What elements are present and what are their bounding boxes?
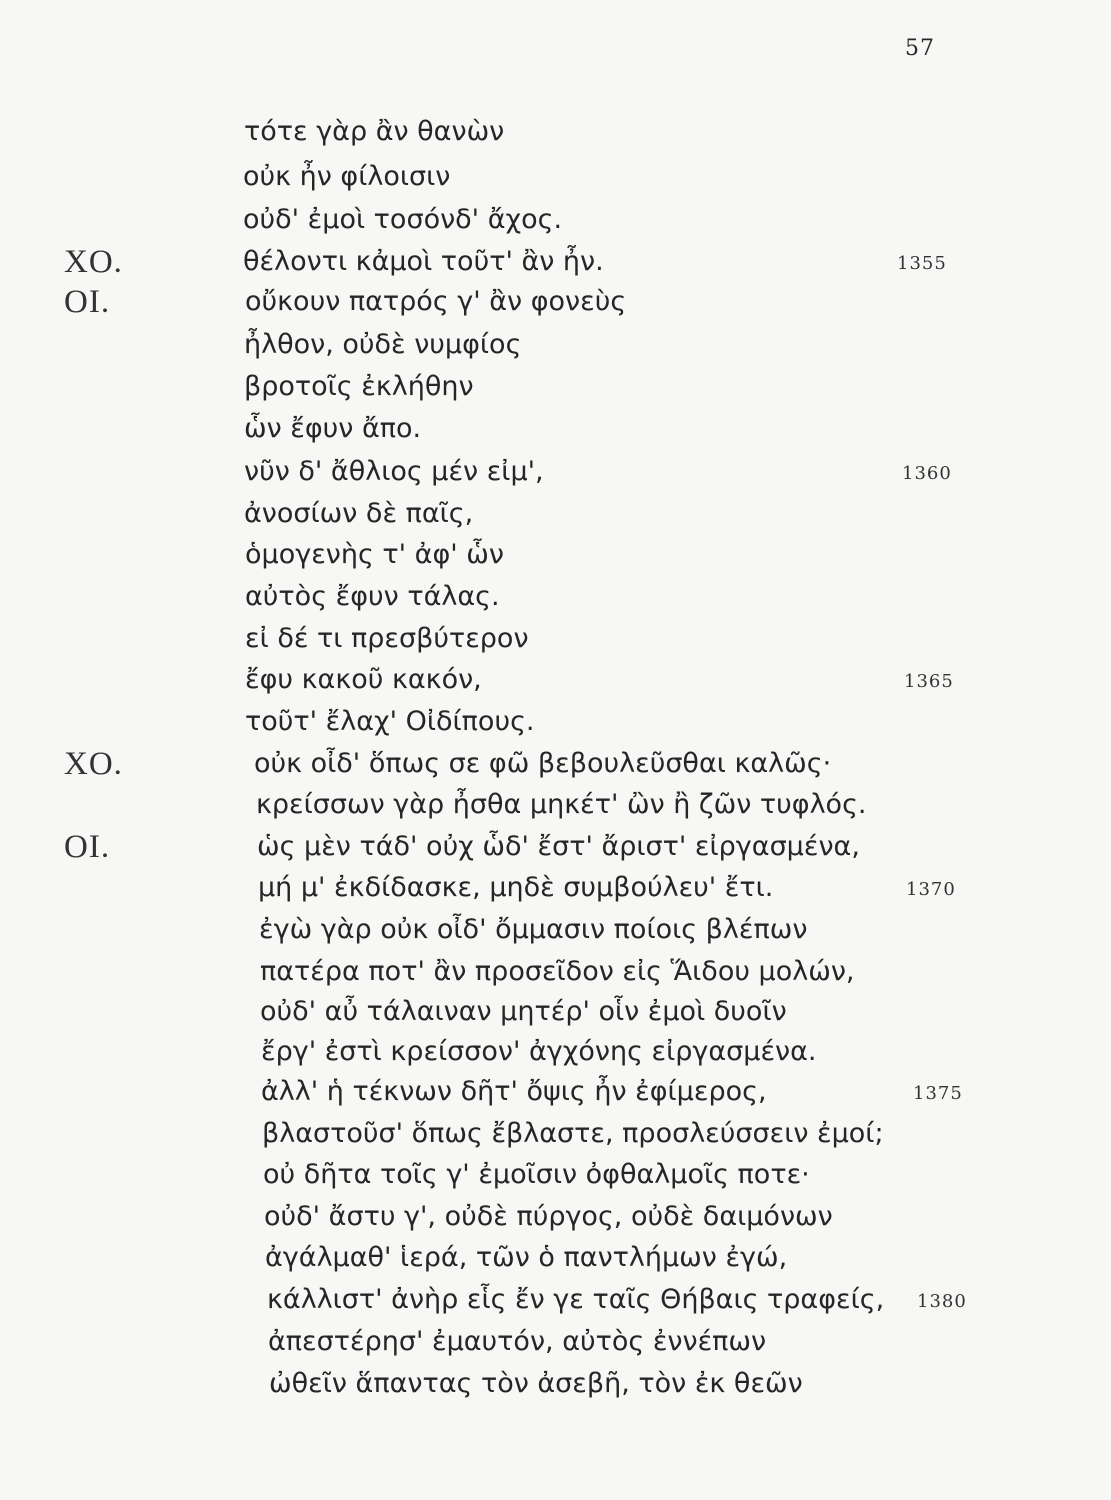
verse-line xyxy=(0,242,1111,282)
verse-text: κρείσσων γὰρ ἦσθα μηκέτ' ὢν ἢ ζῶν τυφλός. xyxy=(256,789,867,820)
verse-line xyxy=(0,409,1111,449)
verse-text: ὡς μὲν τάδ' οὐχ ὧδ' ἔστ' ἄριστ' εἰργασμένα, xyxy=(257,831,860,862)
verse-text: ὠθεῖν ἅπαντας τὸν ἀσεβῆ, τὸν ἐκ θεῶν xyxy=(269,1368,803,1399)
verse-line xyxy=(0,494,1111,534)
verse-text: οὐ δῆτα τοῖς γ' ἐμοῖσιν ὀφθαλμοῖς ποτε· xyxy=(263,1159,810,1190)
verse-text: ἦλθον, οὐδὲ νυμφίος xyxy=(244,329,522,360)
verse-line xyxy=(0,367,1111,407)
page-number: 57 xyxy=(905,36,935,61)
speaker-label: ΟΙ. xyxy=(64,284,111,320)
verse-text: ἀπεστέρησ' ἐμαυτόν, αὐτὸς ἐννέπων xyxy=(268,1326,767,1357)
verse-text: ὁμογενὴς τ' ἀφ' ὧν xyxy=(245,539,504,570)
verse-line xyxy=(0,702,1111,742)
verse-text: πατέρα ποτ' ἂν προσεῖδον εἰς Ἅιδου μολών, xyxy=(260,956,855,987)
verse-line xyxy=(0,660,1111,700)
verse-line xyxy=(0,282,1111,322)
verse-line xyxy=(0,535,1111,575)
line-number: 1360 xyxy=(902,463,952,484)
verse-line xyxy=(0,577,1111,617)
verse-text: τοῦτ' ἔλαχ' Οἰδίπους. xyxy=(245,706,535,737)
verse-line xyxy=(0,200,1111,240)
verse-text: μή μ' ἐκδίδασκε, μηδὲ συμβούλευ' ἔτι. xyxy=(258,872,774,903)
verse-text: ἔργ' ἐστὶ κρείσσον' ἀγχόνης εἰργασμένα. xyxy=(261,1036,817,1067)
verse-line xyxy=(0,1032,1111,1072)
verse-line xyxy=(0,1155,1111,1195)
verse-line xyxy=(0,1364,1111,1404)
verse-line xyxy=(0,1197,1111,1237)
verse-text: οὐδ' αὖ τάλαιναν μητέρ' οἷν ἐμοὶ δυοῖν xyxy=(260,996,787,1027)
verse-line xyxy=(0,1238,1111,1278)
verse-line xyxy=(0,325,1111,365)
verse-line xyxy=(0,868,1111,908)
verse-text: οὐδ' ἐμοὶ τοσόνδ' ἄχος. xyxy=(243,204,563,235)
verse-text: ἀλλ' ἡ τέκνων δῆτ' ὄψις ἦν ἐφίμερος, xyxy=(261,1076,767,1107)
verse-line xyxy=(0,952,1111,992)
verse-text: οὔκουν πατρός γ' ἂν φονεὺς xyxy=(245,286,627,317)
verse-text: οὐδ' ἄστυ γ', οὐδὲ πύργος, οὐδὲ δαιμόνων xyxy=(264,1201,833,1232)
verse-text: ἔφυ κακοῦ κακόν, xyxy=(245,664,482,695)
verse-text: οὐκ ἦν φίλοισιν xyxy=(243,161,451,192)
verse-text: οὐκ οἶδ' ὅπως σε φῶ βεβουλεῦσθαι καλῶς· xyxy=(254,748,832,779)
line-number: 1370 xyxy=(906,879,956,900)
verse-line xyxy=(0,157,1111,197)
verse-line xyxy=(0,827,1111,867)
verse-text: ἐγὼ γὰρ οὐκ οἶδ' ὄμμασιν ποίοις βλέπων xyxy=(259,914,808,945)
verse-text: βροτοῖς ἐκλήθην xyxy=(244,371,474,402)
verse-line xyxy=(0,1322,1111,1362)
speaker-label: ΧΟ. xyxy=(64,244,123,280)
verse-text: εἰ δέ τι πρεσβύτερον xyxy=(245,623,529,654)
verse-line xyxy=(0,785,1111,825)
verse-line xyxy=(0,1280,1111,1320)
line-number: 1365 xyxy=(904,671,954,692)
line-number: 1380 xyxy=(917,1291,967,1312)
verse-line xyxy=(0,1072,1111,1112)
line-number: 1375 xyxy=(913,1083,963,1104)
speaker-label: ΧΟ. xyxy=(64,746,123,782)
verse-line xyxy=(0,992,1111,1032)
verse-text: ἀγάλμαθ' ἱερά, τῶν ὁ παντλήμων ἐγώ, xyxy=(265,1242,788,1273)
verse-line xyxy=(0,112,1111,152)
line-number: 1355 xyxy=(897,253,947,274)
verse-text: αὐτὸς ἔφυν τάλας. xyxy=(245,581,500,612)
verse-text: τότε γὰρ ἂν θανὼν xyxy=(244,116,505,147)
verse-text: κάλλιστ' ἀνὴρ εἷς ἔν γε ταῖς Θήβαις τραφείς, xyxy=(267,1284,885,1315)
verse-line xyxy=(0,619,1111,659)
verse-line xyxy=(0,1114,1111,1154)
verse-line xyxy=(0,910,1111,950)
speaker-label: ΟΙ. xyxy=(64,829,111,865)
verse-text: θέλοντι κἀμοὶ τοῦτ' ἂν ἦν. xyxy=(243,246,604,277)
verse-text: ἀνοσίων δὲ παῖς, xyxy=(244,498,474,529)
verse-text: νῦν δ' ἄθλιος μέν εἰμ', xyxy=(244,456,544,487)
verse-line xyxy=(0,452,1111,492)
verse-text: βλαστοῦσ' ὅπως ἔβλαστε, προσλεύσσειν ἐμοί; xyxy=(262,1118,884,1149)
verse-text: ὧν ἔφυν ἄπο. xyxy=(244,413,422,444)
verse-line xyxy=(0,744,1111,784)
